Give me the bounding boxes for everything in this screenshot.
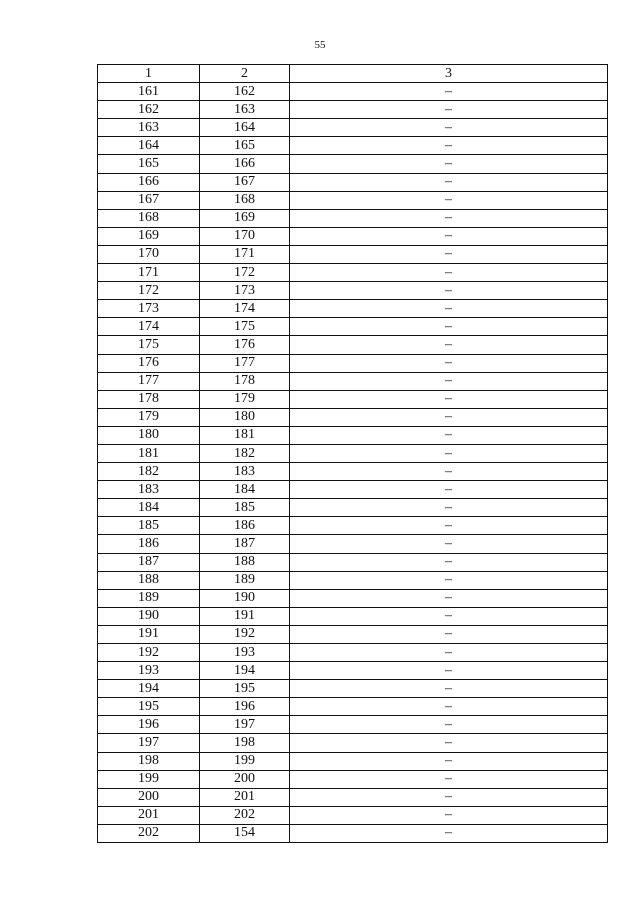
table-cell-col-2: 188	[200, 553, 290, 571]
table-cell-col-1: 191	[98, 625, 200, 643]
table-cell-col-1: 163	[98, 119, 200, 137]
table-cell-col-2: 197	[200, 716, 290, 734]
table-row	[98, 499, 608, 517]
table-row	[98, 209, 608, 227]
table-cell-col-1: 180	[98, 426, 200, 444]
table-cell-col-1: 201	[98, 806, 200, 824]
table-cell-col-2: 177	[200, 354, 290, 372]
table-cell-col-1: 186	[98, 535, 200, 553]
table-cell-col-2: 196	[200, 698, 290, 716]
table-cell-col-3: –	[290, 354, 608, 372]
table-cell-col-2: 181	[200, 426, 290, 444]
table-row	[98, 680, 608, 698]
table-cell-col-3: –	[290, 625, 608, 643]
table-row	[98, 698, 608, 716]
table-cell-col-2: 175	[200, 318, 290, 336]
table-cell-col-3: –	[290, 191, 608, 209]
table-cell-col-3: –	[290, 408, 608, 426]
table-cell-col-3: –	[290, 734, 608, 752]
table-cell-col-1: 194	[98, 680, 200, 698]
table-cell-col-2: 174	[200, 300, 290, 318]
table-row	[98, 426, 608, 444]
table-cell-col-1: 170	[98, 245, 200, 263]
table-cell-col-3: –	[290, 481, 608, 499]
table-cell-col-1: 168	[98, 209, 200, 227]
column-header-2: 2	[200, 65, 290, 83]
table-row	[98, 770, 608, 788]
table-cell-col-1: 184	[98, 499, 200, 517]
table-cell-col-2: 178	[200, 372, 290, 390]
table-cell-col-3: –	[290, 644, 608, 662]
table-cell-col-3: –	[290, 318, 608, 336]
table-cell-col-1: 174	[98, 318, 200, 336]
table-cell-col-2: 189	[200, 571, 290, 589]
table-row	[98, 824, 608, 842]
table-row	[98, 444, 608, 462]
table-row	[98, 354, 608, 372]
table-cell-col-2: 183	[200, 463, 290, 481]
data-table	[97, 64, 608, 843]
table-cell-col-1: 190	[98, 607, 200, 625]
table-cell-col-1: 183	[98, 481, 200, 499]
table-cell-col-3: –	[290, 227, 608, 245]
table-cell-col-1: 197	[98, 734, 200, 752]
table-cell-col-1: 171	[98, 264, 200, 282]
page-number: 55	[314, 39, 326, 51]
table-cell-col-2: 176	[200, 336, 290, 354]
column-header-1: 1	[98, 65, 200, 83]
table-cell-col-1: 200	[98, 788, 200, 806]
table-cell-col-2: 169	[200, 209, 290, 227]
table-cell-col-2: 163	[200, 101, 290, 119]
table-cell-col-1: 178	[98, 390, 200, 408]
table-row	[98, 372, 608, 390]
table-cell-col-1: 177	[98, 372, 200, 390]
table-row	[98, 734, 608, 752]
table-cell-col-2: 200	[200, 770, 290, 788]
table-row	[98, 173, 608, 191]
table-cell-col-1: 173	[98, 300, 200, 318]
table-cell-col-2: 192	[200, 625, 290, 643]
table-row	[98, 716, 608, 734]
table-row	[98, 553, 608, 571]
table-cell-col-3: –	[290, 680, 608, 698]
table-cell-col-3: –	[290, 119, 608, 137]
table-cell-col-3: –	[290, 336, 608, 354]
table-cell-col-3: –	[290, 83, 608, 101]
table-cell-col-2: 182	[200, 444, 290, 462]
table-row	[98, 535, 608, 553]
table-cell-col-1: 161	[98, 83, 200, 101]
table-cell-col-2: 166	[200, 155, 290, 173]
table-row	[98, 191, 608, 209]
table-row	[98, 806, 608, 824]
table-cell-col-3: –	[290, 517, 608, 535]
table-row	[98, 245, 608, 263]
table-cell-col-2: 173	[200, 282, 290, 300]
table-cell-col-1: 181	[98, 444, 200, 462]
table-cell-col-3: –	[290, 137, 608, 155]
table-cell-col-2: 162	[200, 83, 290, 101]
table-cell-col-2: 185	[200, 499, 290, 517]
table-row	[98, 83, 608, 101]
table-cell-col-1: 196	[98, 716, 200, 734]
table-cell-col-3: –	[290, 806, 608, 824]
table-cell-col-1: 198	[98, 752, 200, 770]
table-cell-col-1: 169	[98, 227, 200, 245]
table-cell-col-2: 194	[200, 662, 290, 680]
table-cell-col-2: 154	[200, 824, 290, 842]
table-body	[98, 83, 608, 843]
table-cell-col-3: –	[290, 553, 608, 571]
table-cell-col-1: 164	[98, 137, 200, 155]
table-row	[98, 101, 608, 119]
table-cell-col-1: 188	[98, 571, 200, 589]
table-cell-col-2: 170	[200, 227, 290, 245]
table-cell-col-3: –	[290, 698, 608, 716]
table-cell-col-3: –	[290, 752, 608, 770]
table-cell-col-3: –	[290, 535, 608, 553]
table-header-row	[98, 65, 608, 83]
table-row	[98, 752, 608, 770]
table-cell-col-2: 195	[200, 680, 290, 698]
table-cell-col-3: –	[290, 571, 608, 589]
table-cell-col-3: –	[290, 463, 608, 481]
table-row	[98, 481, 608, 499]
table-cell-col-3: –	[290, 607, 608, 625]
table-row	[98, 336, 608, 354]
table-cell-col-1: 189	[98, 589, 200, 607]
table-cell-col-3: –	[290, 716, 608, 734]
table-cell-col-3: –	[290, 788, 608, 806]
table-row	[98, 408, 608, 426]
table-cell-col-3: –	[290, 245, 608, 263]
table-cell-col-3: –	[290, 589, 608, 607]
table-cell-col-1: 182	[98, 463, 200, 481]
table-row	[98, 390, 608, 408]
table-cell-col-2: 193	[200, 644, 290, 662]
table-cell-col-2: 187	[200, 535, 290, 553]
table-cell-col-1: 165	[98, 155, 200, 173]
table-cell-col-2: 167	[200, 173, 290, 191]
table-cell-col-2: 198	[200, 734, 290, 752]
table-row	[98, 264, 608, 282]
table-cell-col-3: –	[290, 662, 608, 680]
table-cell-col-2: 171	[200, 245, 290, 263]
table-cell-col-3: –	[290, 155, 608, 173]
table-row	[98, 607, 608, 625]
table-cell-col-1: 185	[98, 517, 200, 535]
table-cell-col-2: 165	[200, 137, 290, 155]
table-cell-col-1: 176	[98, 354, 200, 372]
table-row	[98, 571, 608, 589]
table-cell-col-1: 202	[98, 824, 200, 842]
table-cell-col-1: 193	[98, 662, 200, 680]
table-cell-col-2: 202	[200, 806, 290, 824]
table-cell-col-2: 168	[200, 191, 290, 209]
table-row	[98, 318, 608, 336]
table-cell-col-2: 184	[200, 481, 290, 499]
table-cell-col-3: –	[290, 209, 608, 227]
table-row	[98, 227, 608, 245]
table-cell-col-2: 199	[200, 752, 290, 770]
table-cell-col-3: –	[290, 264, 608, 282]
table-cell-col-1: 199	[98, 770, 200, 788]
table-row	[98, 119, 608, 137]
table-cell-col-2: 186	[200, 517, 290, 535]
table-row	[98, 300, 608, 318]
table-cell-col-3: –	[290, 499, 608, 517]
table-row	[98, 463, 608, 481]
table-row	[98, 644, 608, 662]
table-cell-col-2: 172	[200, 264, 290, 282]
table-cell-col-2: 180	[200, 408, 290, 426]
table-cell-col-3: –	[290, 372, 608, 390]
table-cell-col-1: 175	[98, 336, 200, 354]
table-cell-col-2: 190	[200, 589, 290, 607]
table-row	[98, 625, 608, 643]
table-cell-col-1: 179	[98, 408, 200, 426]
table-row	[98, 788, 608, 806]
table-cell-col-3: –	[290, 444, 608, 462]
table-cell-col-1: 192	[98, 644, 200, 662]
table-cell-col-1: 162	[98, 101, 200, 119]
table-cell-col-1: 187	[98, 553, 200, 571]
table-cell-col-1: 166	[98, 173, 200, 191]
table-cell-col-3: –	[290, 426, 608, 444]
table-cell-col-3: –	[290, 770, 608, 788]
table-cell-col-2: 179	[200, 390, 290, 408]
table-cell-col-3: –	[290, 173, 608, 191]
table-cell-col-3: –	[290, 300, 608, 318]
column-header-3: 3	[290, 65, 608, 83]
table-cell-col-2: 164	[200, 119, 290, 137]
table-row	[98, 282, 608, 300]
table-row	[98, 137, 608, 155]
table-row	[98, 155, 608, 173]
table-cell-col-3: –	[290, 101, 608, 119]
table-row	[98, 589, 608, 607]
table-cell-col-1: 172	[98, 282, 200, 300]
table-cell-col-1: 195	[98, 698, 200, 716]
table-cell-col-3: –	[290, 282, 608, 300]
table-row	[98, 517, 608, 535]
table-cell-col-2: 191	[200, 607, 290, 625]
table-row	[98, 662, 608, 680]
table-cell-col-2: 201	[200, 788, 290, 806]
table-cell-col-1: 167	[98, 191, 200, 209]
table-cell-col-3: –	[290, 390, 608, 408]
table-cell-col-3: –	[290, 824, 608, 842]
